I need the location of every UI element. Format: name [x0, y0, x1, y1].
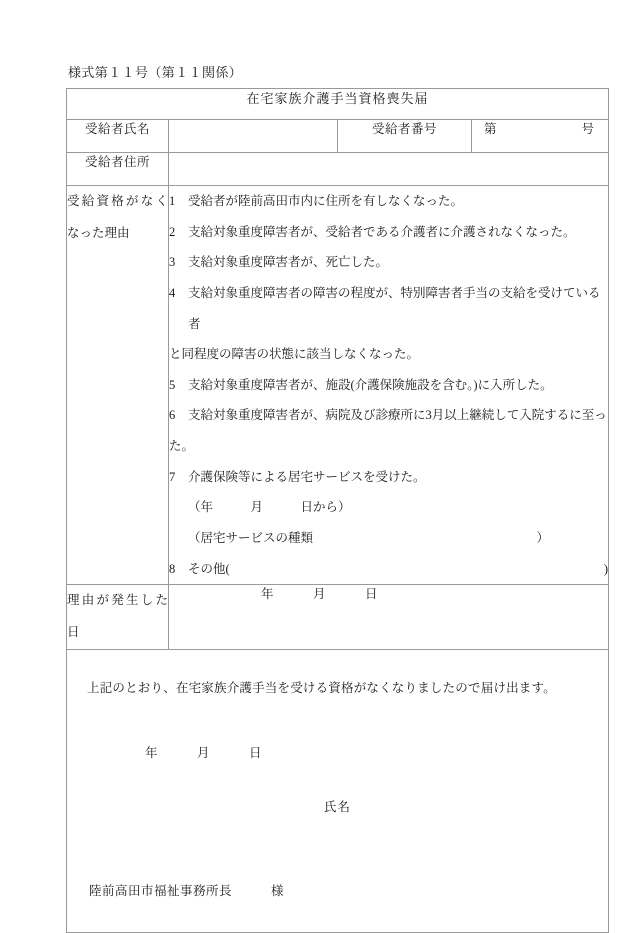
recipient-number-label: 受給者番号: [371, 122, 437, 136]
declaration-cell: [67, 649, 609, 932]
table-row-declaration: [67, 649, 609, 932]
reason-number: 8: [169, 561, 176, 576]
table-row-title: [67, 89, 609, 120]
reason-item-7[interactable]: [169, 462, 608, 493]
reason-label-line-2: なった理由: [67, 225, 130, 240]
table-row-recipient-name: [67, 120, 609, 153]
reason-options-cell: [169, 186, 609, 585]
loss-of-eligibility-form-table: [66, 88, 609, 933]
reason-item-3[interactable]: [169, 247, 608, 278]
reason-item-6-continuation: た。: [169, 439, 195, 453]
reason-text: 支給対象重度障害者が、受給者である介護者に介護されなくなった。: [188, 224, 576, 239]
reason-number: 1: [169, 194, 176, 208]
table-row-occurrence-date: [67, 585, 609, 650]
declaration-date-fields[interactable]: 年 月 日: [145, 745, 263, 760]
reason-number: 6: [169, 408, 176, 423]
declaration-name-label[interactable]: 氏名: [324, 799, 352, 814]
reason-text: 介護保険等による居宅サービスを受けた。: [188, 469, 426, 484]
declaration-statement: 上記のとおり、在宅家族介護手当を受ける資格がなくなりましたので届け出ます。: [87, 680, 556, 695]
recipient-number-prefix: 第: [484, 122, 497, 136]
reason-service-type-label: （居宅サービスの種類: [188, 530, 314, 545]
occurrence-date-label-line-2: 日: [67, 625, 80, 639]
occurrence-date-label-line-1: 理由が発生した: [67, 593, 168, 608]
recipient-name-label: 受給者氏名: [84, 122, 150, 136]
form-number-label: 様式第１１号（第１１関係）: [68, 65, 243, 80]
reason-item-6[interactable]: [169, 400, 608, 431]
reason-date-fields: 年 月 日から）: [200, 500, 351, 515]
occurrence-date-fields: 年 月 日: [261, 587, 379, 602]
reason-item-1[interactable]: [169, 186, 608, 217]
occurrence-date-label-cell: [67, 585, 169, 650]
recipient-number-label-cell: [338, 120, 472, 153]
reason-item-8[interactable]: [169, 554, 608, 585]
reason-item-7-date-line[interactable]: [169, 492, 608, 523]
reason-number: 4: [169, 285, 176, 300]
reason-number: 7: [169, 469, 176, 484]
reason-item-7-service-type-line[interactable]: [169, 523, 608, 554]
reason-text: 受給者が陸前高田市内に住所を有しなくなった。: [188, 194, 464, 208]
occurrence-date-input-cell[interactable]: [169, 585, 609, 650]
reason-service-type-close-paren: ）: [536, 530, 550, 545]
reason-text: 支給対象重度障害者が、施設(介護保険施設を含む。)に入所した。: [188, 377, 553, 392]
table-row-recipient-address: [67, 153, 609, 186]
table-row-reasons: [67, 186, 609, 585]
reason-label-cell: [67, 186, 169, 585]
reason-date-open-paren: （: [188, 500, 201, 515]
recipient-address-label: 受給者住所: [84, 155, 150, 169]
reason-label-line-1: 受給資格がなく: [67, 194, 168, 208]
reason-number: 3: [169, 255, 176, 270]
declaration-addressee: 陸前高田市福祉事務所長 様: [89, 883, 285, 898]
recipient-number-suffix: 号: [581, 122, 595, 136]
reason-text: その他(: [188, 561, 230, 576]
recipient-name-label-cell: [67, 120, 169, 153]
reason-text: 支給対象重度障害者が、死亡した。: [188, 255, 389, 270]
recipient-address-label-cell: [67, 153, 169, 186]
reason-number: 5: [169, 377, 176, 392]
reason-item-2[interactable]: [169, 217, 608, 248]
recipient-name-input[interactable]: [169, 120, 338, 153]
form-title-cell: [67, 89, 609, 120]
recipient-address-input[interactable]: [169, 153, 609, 186]
reason-text: 支給対象重度障害者の障害の程度が、特別障害者手当の支給を受けている者: [188, 285, 601, 331]
reason-text: 支給対象重度障害者が、病院及び診療所に3月以上継続して入院するに至っ: [188, 408, 607, 423]
reason-item-4[interactable]: [169, 278, 608, 339]
reason-item-4-continuation: と同程度の障害の状態に該当しなくなった。: [169, 347, 420, 362]
recipient-number-input-cell[interactable]: [472, 120, 609, 153]
reason-other-close-paren: ): [603, 561, 609, 576]
form-title: 在宅家族介護手当資格喪失届: [246, 91, 429, 106]
reason-number: 2: [169, 224, 176, 239]
reason-item-5[interactable]: [169, 370, 608, 401]
